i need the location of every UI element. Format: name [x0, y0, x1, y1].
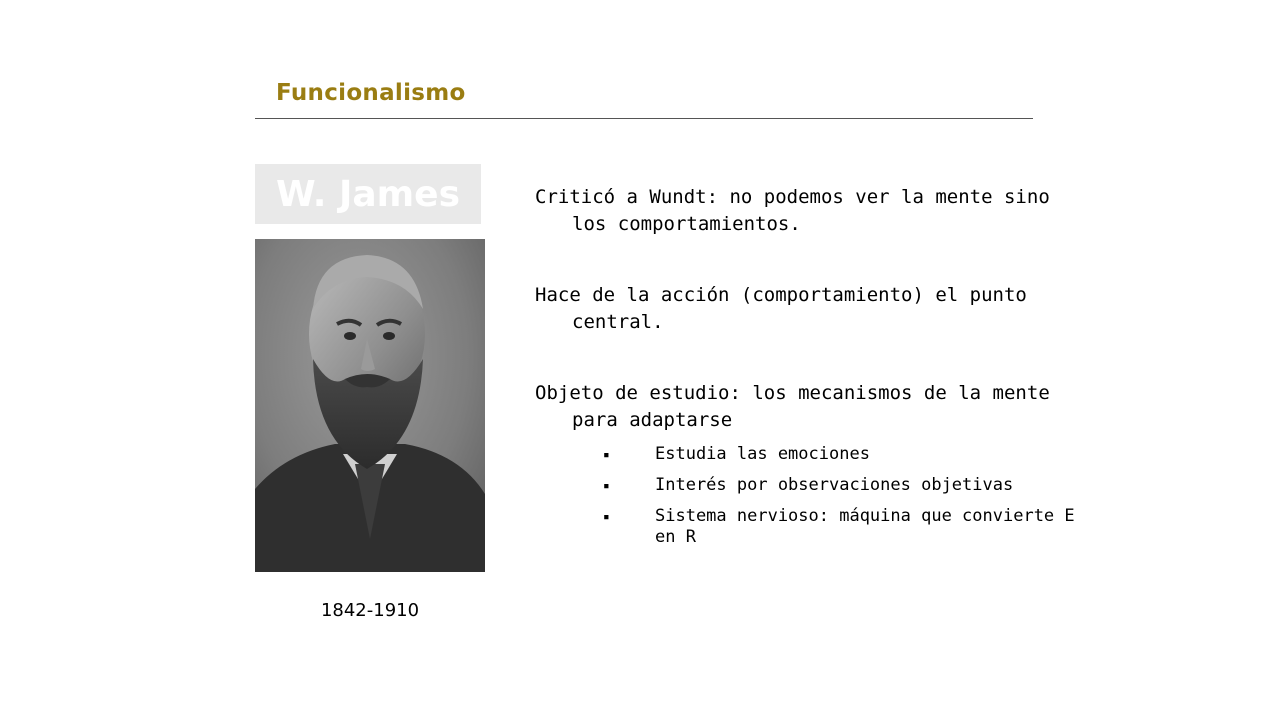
person-name: W. James: [275, 173, 461, 215]
portrait-photo: [255, 239, 485, 572]
subpoint-list: [535, 444, 1095, 548]
content-body: [535, 184, 1095, 558]
name-banner: [255, 164, 481, 224]
subpoint-text: Estudia las emociones: [655, 444, 870, 464]
life-years: 1842-1910: [320, 600, 420, 621]
point-text: Objeto de estudio: los mecanismos de la mente para adaptarse: [535, 382, 1050, 431]
point-text: Hace de la acción (comportamiento) el punto central.: [535, 284, 1027, 333]
square-bullet-icon: ▪: [603, 448, 610, 461]
subpoint-text: Interés por observaciones objetivas: [655, 475, 1014, 495]
list-item: [535, 506, 1095, 548]
point-text: Criticó a Wundt: no podemos ver la mente sino los comportamientos.: [535, 186, 1050, 235]
list-item: [535, 444, 1095, 465]
title-divider: [255, 118, 1033, 119]
subpoint-text: Sistema nervioso: máquina que convierte E en R: [655, 506, 1075, 547]
list-item: [535, 475, 1095, 496]
square-bullet-icon: ▪: [603, 510, 610, 523]
square-bullet-icon: ▪: [603, 479, 610, 492]
slide-title: Funcionalismo: [276, 80, 466, 106]
